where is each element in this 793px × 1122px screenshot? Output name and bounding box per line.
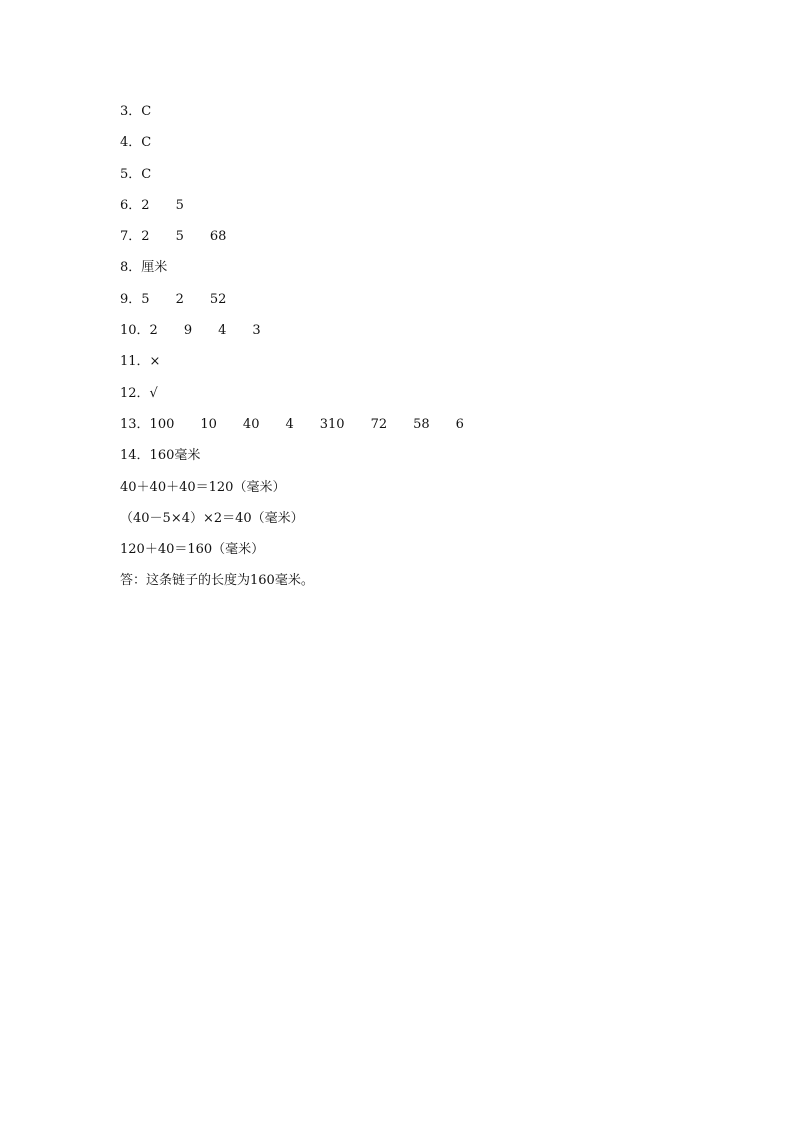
answer-9 [120,290,720,321]
answer-values [150,446,201,466]
question-number: 8． [120,260,142,276]
answer-11 [120,352,720,383]
answer-values [141,102,151,122]
answer-value: C [141,104,152,119]
solution-step-1 [120,478,720,509]
question-number: 3． [120,104,142,119]
solution-text: 40＋40＋40＝120（毫米） [120,479,286,495]
question-number: 6． [120,197,142,213]
answer-value: 52 [209,291,227,307]
answer-12 [120,384,720,415]
answer-13 [120,415,720,446]
answer-value: 72 [370,416,388,432]
question-number: 5． [120,166,142,182]
answer-values [141,227,226,247]
question-number: 10． [120,323,150,339]
answer-10 [120,321,720,352]
question-number: 4． [120,135,142,151]
answer-value: 310 [319,416,345,432]
question-number: 13． [120,416,150,432]
answer-value: 3 [252,323,261,339]
answer-value: 58 [413,416,430,432]
answer-8 [120,258,720,289]
answer-value: C [141,135,152,151]
answer-value: 100 [149,416,175,432]
answer-value: √ [149,385,158,401]
answer-value: 68 [209,229,227,245]
answer-values [150,415,464,435]
answer-value: 5 [175,197,184,213]
answer-14 [120,446,720,477]
answer-value: 厘米 [141,260,168,276]
solution-step-2 [120,509,720,540]
solution-text: （40－5×4）×2＝40（毫米） [120,510,304,526]
answer-value: 2 [141,197,150,213]
solution-step-3 [120,540,720,571]
answer-values [150,321,261,341]
answer-values [141,133,151,153]
answer-value: × [149,354,161,370]
solution-text: 120＋40＝160（毫米） [120,542,265,558]
answer-values [150,384,158,404]
answer-value: 2 [141,229,150,245]
answer-value: 5 [175,229,184,245]
answer-value: 160毫米 [149,448,201,464]
answer-list [120,102,720,603]
answer-statement: 答：这条链子的长度为160毫米。 [120,573,314,589]
question-number: 14． [120,448,150,464]
answer-value: 6 [455,416,464,432]
answer-value: 4 [285,416,294,432]
answer-4 [120,133,720,164]
answer-value: C [141,166,152,182]
question-number: 12． [120,385,150,401]
solution-answer [120,571,720,602]
answer-value: 9 [183,323,193,339]
answer-values [141,165,151,185]
answer-6 [120,196,720,227]
question-number: 9． [120,291,142,307]
answer-value: 4 [218,323,227,339]
answer-5 [120,165,720,196]
answer-value: 2 [149,323,158,339]
answer-values [141,196,184,216]
question-number: 7． [120,229,142,245]
answer-value: 40 [242,416,260,432]
answer-value: 5 [141,291,150,307]
answer-3 [120,102,720,133]
answer-7 [120,227,720,258]
answer-values [150,352,161,372]
answer-values [141,258,167,278]
question-number: 11． [120,354,150,370]
answer-value: 10 [200,416,217,432]
answer-value: 2 [175,291,184,307]
answer-values [141,290,226,310]
